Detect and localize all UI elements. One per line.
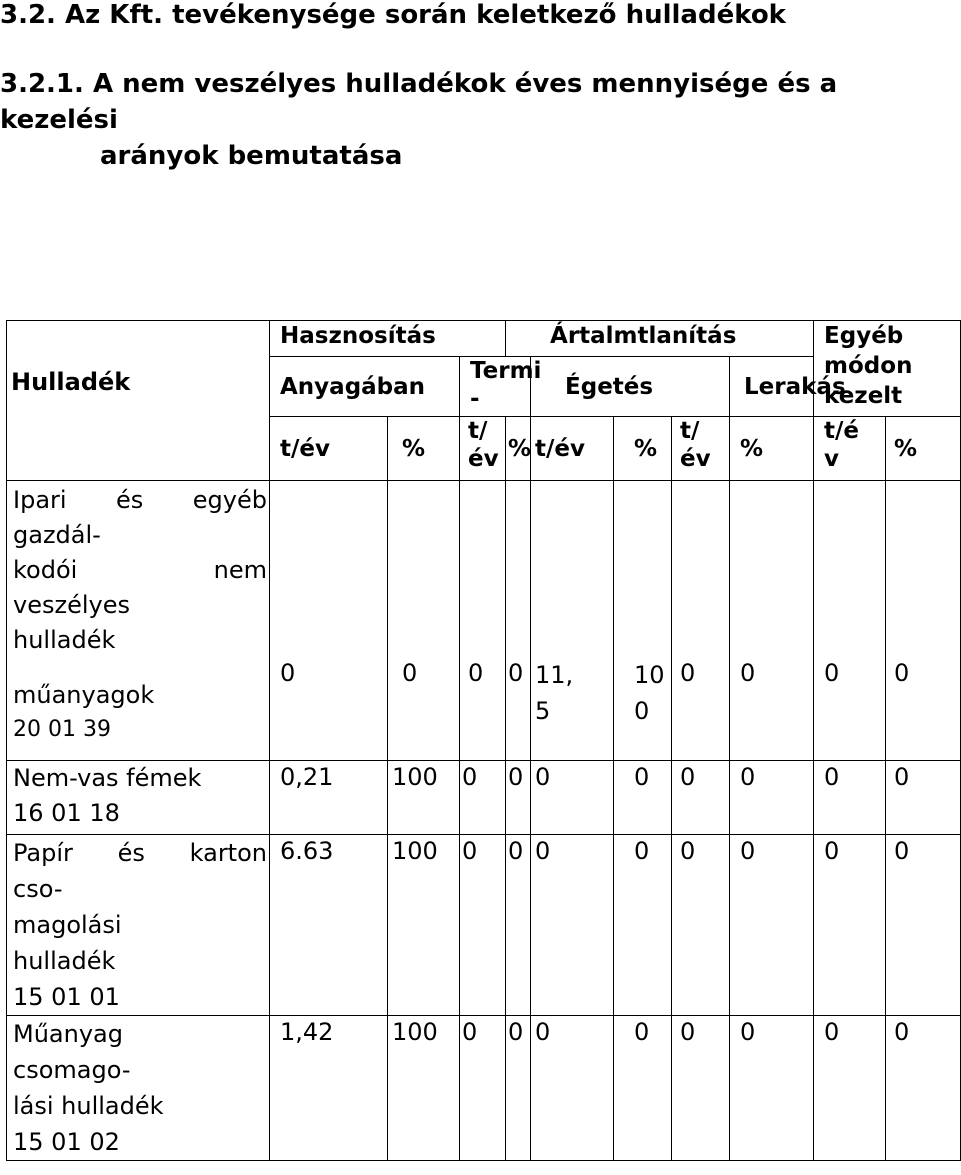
header-lerakas: Lerakás [744,373,846,400]
cell-eget-p: 0 [614,835,672,1016]
subsection-heading-line3: arányok bemutatása [100,141,403,171]
row-code: 20 01 39 [13,717,111,742]
header-termi-line2: - [470,386,480,412]
cell-termi-t: 0 [460,1016,506,1161]
cell-anyag-t: 0,21 [270,761,388,835]
cell-egyeb-p: 0 [886,761,961,835]
header-units-empty [7,417,270,481]
cell-anyag-t: 0 [270,481,388,761]
cell-anyag-p: 100 [388,835,460,1016]
header-egetes: Égetés [565,373,654,400]
cell-lerak-t: 0 [672,835,730,1016]
header-egyeb-line1: Egyéb [824,323,904,349]
cell-eget-p: 0 [614,761,672,835]
row-name-line4: hulladék [13,947,116,975]
row-label-cell [7,761,270,835]
subsection-heading-line1: 3.2.1. A nem veszélyes hulladékok éves mennyisége és a [0,69,838,99]
row-name: Nem-vas fémek [13,764,202,792]
row-label-cell [7,1016,270,1161]
header-hasznositas-cell [270,321,506,357]
cell-egyeb-t: 0 [814,835,886,1016]
unit-egyeb-t: t/é v [814,417,886,481]
cell-termi-p: 0 [506,835,531,1016]
cell-lerak-p: 0 [730,835,814,1016]
header-egyeb-line3: kezelt [824,383,903,409]
header-row-units [7,417,961,481]
cell-egyeb-p: 0 [886,835,961,1016]
section-heading: 3.2. Az Kft. tevékenysége során keletkező hulladékok [0,0,786,30]
row-name-line3: magolási [13,911,122,939]
cell-eget-t: 11, 5 [531,481,614,761]
group-label-line3: kodói nem [13,556,267,584]
unit-eget-p: % [614,417,672,481]
table-row [7,761,961,835]
cell-lerak-p: 0 [730,761,814,835]
cell-lerak-t: 0 [672,761,730,835]
header-hasznositas: Hasznosítás [280,323,436,349]
header-anyagaban-cell [270,357,460,417]
cell-anyag-t: 6.63 [270,835,388,1016]
unit-lerak-p: % [730,417,814,481]
cell-eget-t: 0 [531,835,614,1016]
cell-termi-t: 0 [460,761,506,835]
cell-egyeb-p: 0 [886,1016,961,1161]
row-label-cell [7,481,270,761]
cell-lerak-t: 0 [672,1016,730,1161]
header-row-1 [7,321,961,357]
subsection-heading-line2: kezelési [0,105,118,135]
cell-termi-t: 0 [460,481,506,761]
group-label-line2: gazdál- [13,521,101,549]
row-name: műanyagok [13,681,155,709]
header-hulladek: Hulladék [11,368,131,397]
cell-termi-p: 0 [506,1016,531,1161]
group-label-line1: Ipari és egyéb [13,486,267,514]
cell-egyeb-p: 0 [886,481,961,761]
row-name-line2: csomago- [13,1056,131,1084]
row-name-line1: Műanyag [13,1020,123,1048]
row-label-cell [7,835,270,1016]
cell-eget-t: 0 [531,761,614,835]
cell-termi-t: 0 [460,835,506,1016]
header-termi-cell [460,357,542,417]
cell-eget-t: 0 [531,1016,614,1161]
cell-anyag-p: 100 [388,761,460,835]
unit-egyeb-p: % [886,417,961,481]
unit-anyag-t: t/év [270,417,388,481]
row-code: 15 01 01 [13,983,120,1011]
cell-anyag-p: 0 [388,481,460,761]
header-termi-line1: Termi [470,358,542,384]
header-hulladek-cell [7,321,270,417]
unit-lerak-t: t/ év [672,417,730,481]
cell-termi-p: 0 [506,481,531,761]
row-code: 16 01 18 [13,799,120,827]
table-row [7,481,961,761]
header-egetes-cell [531,357,730,417]
group-label-line5: hulladék [13,626,116,654]
cell-egyeb-t: 0 [814,481,886,761]
cell-anyag-t: 1,42 [270,1016,388,1161]
header-artalmtlanitas: Ártalmtlanítás [550,323,737,349]
group-label-line4: veszélyes [13,591,130,619]
table-row [7,1016,961,1161]
table-row [7,835,961,1016]
cell-egyeb-t: 0 [814,1016,886,1161]
row-name-line3: lási hulladék [13,1092,164,1120]
unit-termi-t: t/ év [460,417,506,481]
cell-lerak-p: 0 [730,481,814,761]
row-name-line2: cso- [13,875,63,903]
unit-eget-t: t/év [531,417,614,481]
row-code: 15 01 02 [13,1128,120,1156]
cell-lerak-p: 0 [730,1016,814,1161]
header-egyeb-line2: módon [824,353,913,379]
unit-termi-p: % [506,417,531,481]
unit-anyag-p: % [388,417,460,481]
cell-lerak-t: 0 [672,481,730,761]
cell-eget-p: 10 0 [614,481,672,761]
header-anyagaban: Anyagában [280,373,426,400]
cell-termi-p: 0 [506,761,531,835]
cell-anyag-p: 100 [388,1016,460,1161]
header-egyeb-cell [814,321,961,417]
cell-eget-p: 0 [614,1016,672,1161]
waste-table [6,320,961,1161]
cell-egyeb-t: 0 [814,761,886,835]
row-name-line1: Papír és karton [13,839,267,867]
header-artalmtlanitas-cell [506,321,814,357]
